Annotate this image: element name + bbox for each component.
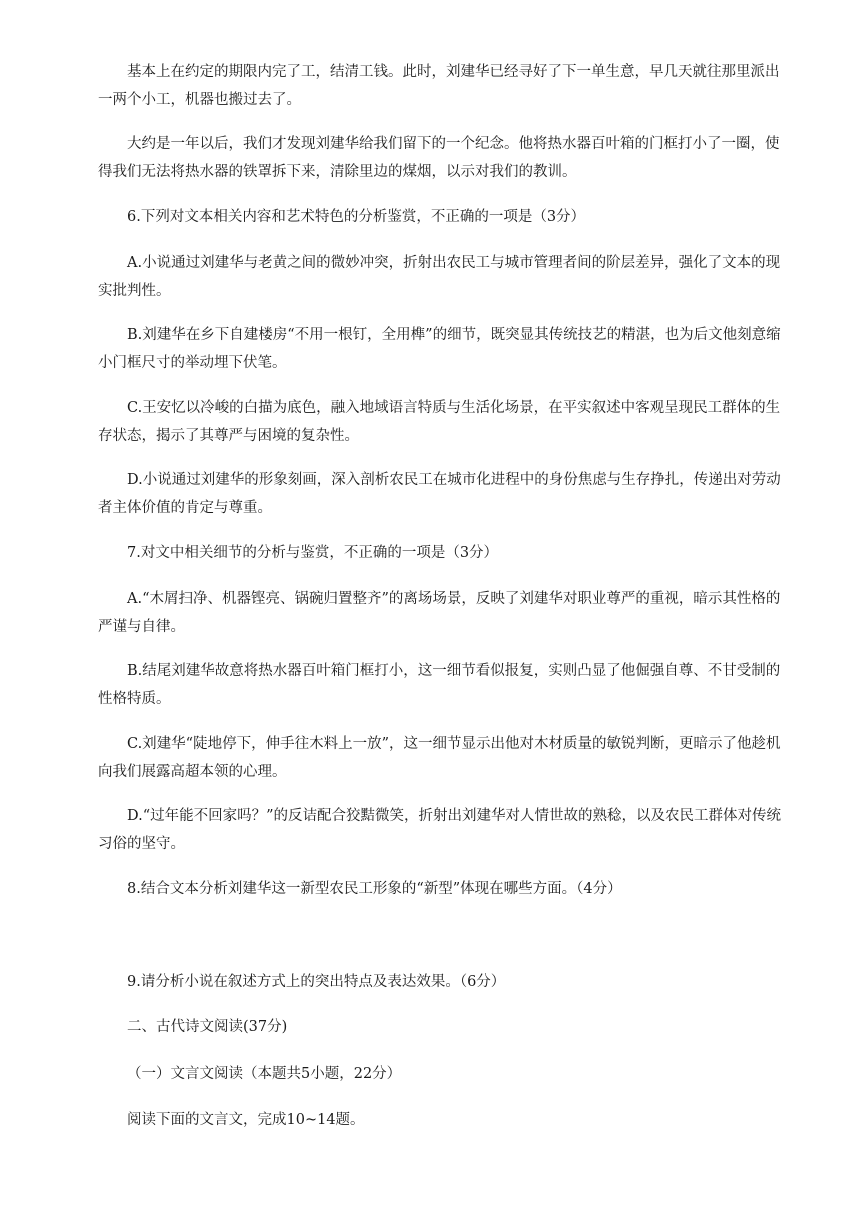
question-8: 8.结合文本分析刘建华这一新型农民工形象的“新型”体现在哪些方面。（4分） — [127, 881, 622, 897]
story-paragraph-1: 基本上在约定的期限内完了工，结清工钱。此时，刘建华已经寻好了下一单生意，早几天就往那里派出一两个小工，机器也搬过去了。 — [98, 64, 780, 108]
section-heading-ancient-poetry: 二、古代诗文阅读(37分) — [127, 1019, 288, 1035]
question-9: 9.请分析小说在叙述方式上的突出特点及表达效果。（6分） — [127, 974, 506, 990]
question-7-option-d: D.“过年能不回家吗？”的反诘配合狡黠微笑，折射出刘建华对人情世故的熟稔，以及农民工群体对传统习俗的坚守。 — [98, 808, 782, 852]
question-6-stem: 6.下列对文本相关内容和艺术特色的分析鉴赏，不正确的一项是（3分） — [127, 209, 586, 225]
subsection-heading-classical-chinese: （一）文言文阅读（本题共5小题，22分） — [127, 1066, 402, 1082]
question-6-option-c: C.王安忆以冷峻的白描为底色，融入地域语言特质与生活化场景，在平实叙述中客观呈现民工群体的生存状态，揭示了其尊严与困境的复杂性。 — [98, 400, 781, 444]
question-6-option-a: A.小说通过刘建华与老黄之间的微妙冲突，折射出农民工与城市管理者间的阶层差异，强化了文本的现实批判性。 — [98, 255, 781, 299]
story-paragraph-2: 大约是一年以后，我们才发现刘建华给我们留下的一个纪念。他将热水器百叶箱的门框打小了一圈，使得我们无法将热水器的铁罩拆下来，清除里边的煤烟，以示对我们的教训。 — [98, 136, 780, 180]
question-6-option-b: B.刘建华在乡下自建楼房“不用一根钉，全用榫”的细节，既突显其传统技艺的精湛，也为后文他刻意缩小门框尺寸的举动埋下伏笔。 — [98, 327, 781, 371]
question-7-stem: 7.对文中相关细节的分析与鉴赏，不正确的一项是（3分） — [127, 545, 499, 561]
reading-instruction: 阅读下面的文言文，完成10~14题。 — [127, 1112, 365, 1128]
question-7-option-c: C.刘建华“陡地停下，伸手往木料上一放”，这一细节显示出他对木材质量的敏锐判断，更暗示了他趁机向我们展露高超本领的心理。 — [98, 736, 781, 780]
question-7-option-b: B.结尾刘建华故意将热水器百叶箱门框打小，这一细节看似报复，实则凸显了他倔强自尊、不甘受制的性格特质。 — [98, 663, 781, 707]
question-6-option-d: D.小说通过刘建华的形象刻画，深入剖析农民工在城市化进程中的身份焦虑与生存挣扎，传递出对劳动者主体价值的肯定与尊重。 — [98, 472, 781, 516]
question-7-option-a: A.“木屑扫净、机器铿亮、锅碗归置整齐”的离场场景，反映了刘建华对职业尊严的重视，暗示其性格的严谨与自律。 — [98, 591, 781, 635]
